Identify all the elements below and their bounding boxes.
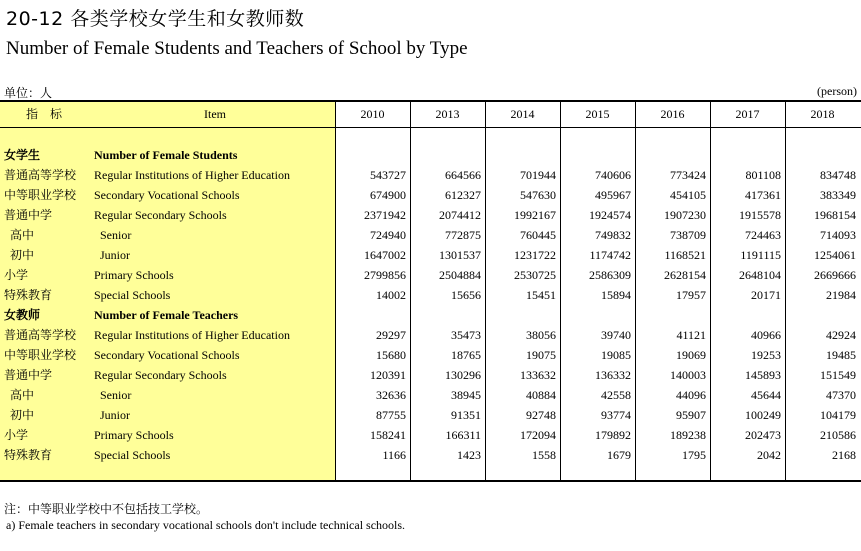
- table-cell-value: 172094: [520, 428, 556, 442]
- row-label-english: Regular Institutions of Higher Education: [94, 168, 290, 182]
- table-cell-value: 801108: [745, 168, 781, 182]
- table-cell-value: 1166: [382, 448, 406, 462]
- row-label-english: Special Schools: [94, 448, 171, 462]
- header-year: 2014: [510, 107, 535, 121]
- table-cell-value: 740606: [595, 168, 631, 182]
- table-cell-value: 495967: [595, 188, 631, 202]
- table-cell-value: 21984: [826, 288, 856, 302]
- table-cell-value: 91351: [451, 408, 481, 422]
- table-cell-value: 202473: [745, 428, 781, 442]
- table-cell-value: 1254061: [814, 248, 856, 262]
- table-cell-value: 130296: [445, 368, 481, 382]
- table-cell-value: 2530725: [514, 268, 556, 282]
- table-cell-value: 41121: [676, 328, 706, 342]
- table-cell-value: 1301537: [439, 248, 481, 262]
- table-row: [0, 245, 861, 265]
- header-year: 2013: [435, 107, 460, 121]
- table-title-english: Number of Female Students and Teachers of School by Type: [6, 38, 468, 59]
- table-cell-value: 773424: [670, 168, 706, 182]
- header-bottom-rule: [0, 127, 861, 128]
- row-label-chinese: 特殊教育: [4, 448, 53, 462]
- table-cell-value: 1423: [457, 448, 481, 462]
- row-label-english: Regular Institutions of Higher Education: [94, 328, 290, 342]
- table-cell-value: 32636: [376, 388, 406, 402]
- row-label-english: Secondary Vocational Schools: [94, 348, 240, 362]
- table-cell-value: 95907: [676, 408, 706, 422]
- table-cell-value: 19485: [826, 348, 856, 362]
- table-cell-value: 166311: [445, 428, 481, 442]
- table-cell-value: 417361: [745, 188, 781, 202]
- row-label-chinese: 初中: [10, 248, 35, 262]
- table-cell-value: 19085: [601, 348, 631, 362]
- table-row: [0, 345, 861, 365]
- table-cell-value: 1231722: [514, 248, 556, 262]
- table-cell-value: 2669666: [814, 268, 856, 282]
- table-cell-value: 2074412: [439, 208, 481, 222]
- row-label-english: Regular Secondary Schools: [94, 208, 227, 222]
- table-cell-value: 1968154: [814, 208, 856, 222]
- table-cell-value: 15451: [526, 288, 556, 302]
- table-title-chinese: 20-12 各类学校女学生和女教师数: [6, 8, 305, 30]
- header-item-en: Item: [204, 107, 226, 121]
- table-cell-value: 2371942: [364, 208, 406, 222]
- row-label-chinese: 中等职业学校: [4, 348, 77, 362]
- table-cell-value: 133632: [520, 368, 556, 382]
- table-cell-value: 760445: [520, 228, 556, 242]
- table-row: [0, 325, 861, 345]
- table-cell-value: 45644: [751, 388, 781, 402]
- table-cell-value: 38945: [451, 388, 481, 402]
- row-label-chinese: 普通高等学校: [4, 328, 77, 342]
- table-cell-value: 724463: [745, 228, 781, 242]
- table-cell-value: 2042: [757, 448, 781, 462]
- table-cell-value: 40884: [526, 388, 556, 402]
- table-cell-value: 383349: [820, 188, 856, 202]
- table-row: [0, 405, 861, 425]
- row-label-english: Junior: [100, 408, 130, 422]
- table-cell-value: 2648104: [739, 268, 781, 282]
- table-row: [0, 265, 861, 285]
- table-cell-value: 1992167: [514, 208, 556, 222]
- table-cell-value: 2628154: [664, 268, 706, 282]
- table-cell-value: 674900: [370, 188, 406, 202]
- row-label-english: Senior: [100, 228, 132, 242]
- table-cell-value: 834748: [820, 168, 856, 182]
- table-cell-value: 612327: [445, 188, 481, 202]
- table-cell-value: 1647002: [364, 248, 406, 262]
- table-cell-value: 15680: [376, 348, 406, 362]
- table-cell-value: 19253: [751, 348, 781, 362]
- table-cell-value: 42558: [601, 388, 631, 402]
- row-label-english: Special Schools: [94, 288, 171, 302]
- table-cell-value: 1795: [682, 448, 706, 462]
- footnote-english: a) Female teachers in secondary vocational schools don't include technical schools.: [6, 518, 406, 532]
- table-row: [0, 205, 861, 225]
- table-cell-value: 454105: [670, 188, 706, 202]
- table-cell-value: 2168: [832, 448, 856, 462]
- table-cell-value: 92748: [526, 408, 556, 422]
- table-cell-value: 1174742: [589, 248, 631, 262]
- table-cell-value: 44096: [676, 388, 706, 402]
- table-row: [0, 445, 861, 465]
- table-cell-value: 714093: [820, 228, 856, 242]
- unit-label-english: (person): [817, 84, 857, 98]
- table-cell-value: 724940: [370, 228, 406, 242]
- row-label-english: Primary Schools: [94, 428, 174, 442]
- row-label-english: Junior: [100, 248, 130, 262]
- table-row: [0, 165, 861, 185]
- row-label-chinese: 小学: [4, 268, 29, 282]
- row-label-chinese: 普通高等学校: [4, 168, 77, 182]
- table-cell-value: 17957: [676, 288, 706, 302]
- table-cell-value: 701944: [520, 168, 556, 182]
- row-label-chinese: 高中: [10, 228, 35, 242]
- table-cell-value: 1907230: [664, 208, 706, 222]
- table-row: [0, 425, 861, 445]
- header-indicator-cn: 指标: [25, 107, 74, 121]
- row-label-chinese: 女教师: [4, 308, 41, 322]
- table-cell-value: 120391: [370, 368, 406, 382]
- row-label-english: Number of Female Students: [94, 148, 238, 162]
- row-label-chinese: 初中: [10, 408, 35, 422]
- table-cell-value: 210586: [820, 428, 856, 442]
- table-cell-value: 738709: [670, 228, 706, 242]
- table-cell-value: 42924: [826, 328, 856, 342]
- table-cell-value: 19075: [526, 348, 556, 362]
- table-cell-value: 543727: [370, 168, 406, 182]
- row-label-chinese: 女学生: [4, 148, 41, 162]
- table-cell-value: 547630: [520, 188, 556, 202]
- table-cell-value: 47370: [826, 388, 856, 402]
- table-cell-value: 179892: [595, 428, 631, 442]
- header-year: 2018: [810, 107, 835, 121]
- section-header-row: [0, 145, 861, 165]
- table-cell-value: 87755: [376, 408, 406, 422]
- table-cell-value: 189238: [670, 428, 706, 442]
- table-row: [0, 225, 861, 245]
- table-cell-value: 100249: [745, 408, 781, 422]
- table-cell-value: 38056: [526, 328, 556, 342]
- row-label-english: Primary Schools: [94, 268, 174, 282]
- table-cell-value: 1679: [607, 448, 631, 462]
- table-cell-value: 29297: [376, 328, 406, 342]
- header-year: 2016: [660, 107, 685, 121]
- table-cell-value: 1915578: [739, 208, 781, 222]
- header-year: 2015: [585, 107, 610, 121]
- footnote-chinese: 注：中等职业学校中不包括技工学校。: [4, 502, 209, 516]
- table-cell-value: 35473: [451, 328, 481, 342]
- table-row: [0, 285, 861, 305]
- table-row: [0, 385, 861, 405]
- table-row: [0, 185, 861, 205]
- table-cell-value: 772875: [445, 228, 481, 242]
- table-cell-value: 145893: [745, 368, 781, 382]
- table-cell-value: 1558: [532, 448, 556, 462]
- table-cell-value: 15894: [601, 288, 631, 302]
- section-header-row: [0, 305, 861, 325]
- table-cell-value: 1168521: [664, 248, 706, 262]
- table-cell-value: 39740: [601, 328, 631, 342]
- row-label-chinese: 小学: [4, 428, 29, 442]
- row-label-english: Senior: [100, 388, 132, 402]
- row-label-english: Secondary Vocational Schools: [94, 188, 240, 202]
- header-year: 2017: [735, 107, 760, 121]
- row-label-chinese: 中等职业学校: [4, 188, 77, 202]
- table-cell-value: 151549: [820, 368, 856, 382]
- table-cell-value: 18765: [451, 348, 481, 362]
- unit-label-chinese: 单位：人: [4, 86, 53, 100]
- table-row: [0, 365, 861, 385]
- table-cell-value: 15656: [451, 288, 481, 302]
- table-cell-value: 2799856: [364, 268, 406, 282]
- table-bottom-rule: [0, 480, 861, 482]
- table-cell-value: 14002: [376, 288, 406, 302]
- table-cell-value: 19069: [676, 348, 706, 362]
- table-cell-value: 93774: [601, 408, 631, 422]
- table-cell-value: 2586309: [589, 268, 631, 282]
- table-cell-value: 158241: [370, 428, 406, 442]
- table-cell-value: 664566: [445, 168, 481, 182]
- table-cell-value: 136332: [595, 368, 631, 382]
- row-label-chinese: 普通中学: [4, 208, 53, 222]
- table-cell-value: 2504884: [439, 268, 481, 282]
- table-cell-value: 20171: [751, 288, 781, 302]
- row-label-chinese: 特殊教育: [4, 288, 53, 302]
- row-label-english: Number of Female Teachers: [94, 308, 239, 322]
- table-cell-value: 140003: [670, 368, 706, 382]
- row-label-english: Regular Secondary Schools: [94, 368, 227, 382]
- row-label-chinese: 普通中学: [4, 368, 53, 382]
- table-cell-value: 1924574: [589, 208, 631, 222]
- table-cell-value: 40966: [751, 328, 781, 342]
- table-cell-value: 749832: [595, 228, 631, 242]
- table-cell-value: 104179: [820, 408, 856, 422]
- header-year: 2010: [360, 107, 385, 121]
- table-cell-value: 1191115: [740, 248, 781, 262]
- row-label-chinese: 高中: [10, 388, 35, 402]
